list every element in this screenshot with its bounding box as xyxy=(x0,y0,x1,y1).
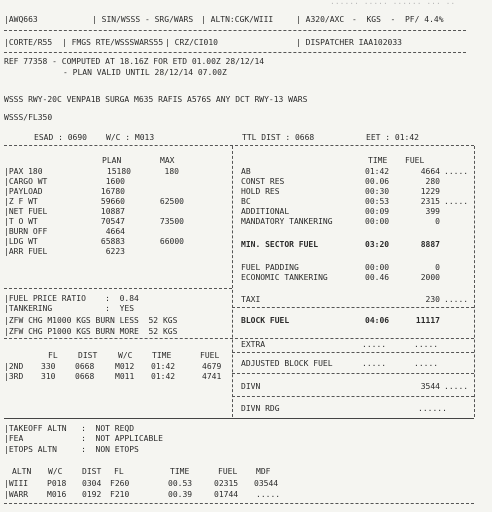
performance-factor: - KGS - PF/ 4.4% xyxy=(352,15,444,24)
fuel-header: FUEL xyxy=(405,156,425,165)
altn-header: MDF xyxy=(256,467,271,476)
fuel-value: 2315 xyxy=(420,197,440,206)
altn-fl: F210 xyxy=(110,490,130,499)
weight-label: |PAX 180 xyxy=(4,167,43,176)
fuel-time: 00.06 xyxy=(365,177,390,186)
dispatcher: | DISPATCHER IAA102033 xyxy=(296,38,402,47)
fuel-label: CONST RES xyxy=(241,177,285,186)
divn-label: DIVN xyxy=(241,382,261,391)
esad: ESAD : 0690 xyxy=(34,133,87,142)
flight-level: WSSS/FL350 xyxy=(4,113,53,122)
fuel-value: 1229 xyxy=(420,187,440,196)
altn-header: W/C xyxy=(48,467,63,476)
levels-header-wc: W/C xyxy=(118,351,133,360)
altn-time: 00.39 xyxy=(168,490,193,499)
flight-number: |AWQ663 xyxy=(4,15,38,24)
min-sector-fuel-value: 8887 xyxy=(420,240,440,249)
plan-valid-line: - PLAN VALID UNTIL 28/12/14 07.00Z xyxy=(63,68,227,77)
weight-plan: 59660 xyxy=(100,197,125,206)
weight-plan: 1600 xyxy=(105,177,125,186)
divider xyxy=(232,373,474,374)
altn-fuel: 02315 xyxy=(214,479,239,488)
fuel-padding-value: 0 xyxy=(435,263,440,272)
levels-row-label: |2ND xyxy=(4,362,24,371)
wind-component: W/C : M013 xyxy=(106,133,155,142)
levels-row-dist: 0668 xyxy=(75,372,95,381)
fuel-dots: ..... xyxy=(444,167,469,176)
zfw-change-more: |ZFW CHG P1000 KGS BURN MORE 52 KGS xyxy=(4,327,178,336)
fuel-label: ADDITIONAL xyxy=(241,207,290,216)
fuel-label: HOLD RES xyxy=(241,187,280,196)
zfw-change-less: |ZFW CHG M1000 KGS BURN LESS 52 KGS xyxy=(4,316,178,325)
extra-dots: ..... xyxy=(414,340,439,349)
block-fuel-value: 11117 xyxy=(415,316,440,325)
aircraft-type: | A320/AXC xyxy=(296,15,345,24)
weight-plan: 70547 xyxy=(100,217,125,226)
weight-label: |NET FUEL xyxy=(4,207,48,216)
fuel-time: 00:30 xyxy=(365,187,390,196)
adjusted-dots: ..... xyxy=(362,359,387,368)
fmgs-route: | FMGS RTE/WSSSWARS55 xyxy=(62,38,164,47)
economic-tankering-time: 00.46 xyxy=(365,273,390,282)
levels-row-wc: M011 xyxy=(115,372,135,381)
fuel-padding-label: FUEL PADDING xyxy=(241,263,299,272)
fuel-value: 4664 xyxy=(420,167,440,176)
divider xyxy=(4,338,474,339)
block-fuel-time: 04:06 xyxy=(365,316,390,325)
divn-rdg-dots: ...... xyxy=(418,404,447,413)
weight-plan: 10887 xyxy=(100,207,125,216)
fuel-time: 01:42 xyxy=(365,167,390,176)
fuel-value: 0 xyxy=(435,217,440,226)
levels-row-fl: 310 xyxy=(41,372,56,381)
levels-row-label: |3RD xyxy=(4,372,24,381)
alternate-header: | ALTN:CGK/WIII xyxy=(201,15,274,24)
weight-label: |ARR FUEL xyxy=(4,247,48,256)
levels-header-dist: DIST xyxy=(78,351,98,360)
weight-label: |BURN OFF xyxy=(4,227,48,236)
fuel-dots: ..... xyxy=(444,197,469,206)
taxi-label: TAXI xyxy=(241,295,261,304)
bottom-border xyxy=(4,503,474,504)
eet: EET : 01:42 xyxy=(366,133,419,142)
weight-plan: 15180 xyxy=(106,167,131,176)
economic-tankering-value: 2000 xyxy=(420,273,440,282)
altn-fuel: 01744 xyxy=(214,490,239,499)
weight-max: 66000 xyxy=(159,237,184,246)
weight-label: |LDG WT xyxy=(4,237,38,246)
max-header: MAX xyxy=(160,156,175,165)
altn-dist: 0192 xyxy=(82,490,102,499)
cruise-index: | CRZ/CI010 xyxy=(165,38,218,47)
tankering: |TANKERING : YES xyxy=(4,304,135,313)
corte: |CORTE/R55 xyxy=(4,38,53,47)
fuel-label: MANDATORY TANKERING xyxy=(241,217,333,226)
fuel-value: 399 xyxy=(425,207,440,216)
weight-plan: 16780 xyxy=(100,187,125,196)
fuel-label: AB xyxy=(241,167,251,176)
plan-header: PLAN xyxy=(102,156,122,165)
route-pair: | SIN/WSSS - SRG/WARS xyxy=(92,15,194,24)
taxi-dots: ..... xyxy=(444,295,469,304)
altn-code: |WARR xyxy=(4,490,29,499)
total-distance: TTL DIST : 0668 xyxy=(242,133,315,142)
weight-label: |T O WT xyxy=(4,217,38,226)
route-string: WSSS RWY-20C VENPA1B SURGA M635 RAFIS A576S ANY DCT RWY-13 WARS xyxy=(4,95,308,104)
levels-header-time: TIME xyxy=(152,351,172,360)
section-separator xyxy=(4,418,474,419)
altn-header: DIST xyxy=(82,467,102,476)
economic-tankering-label: ECONOMIC TANKERING xyxy=(241,273,328,282)
levels-row-time: 01:42 xyxy=(151,362,176,371)
altn-wc: M016 xyxy=(47,490,67,499)
divn-value: 3544 xyxy=(420,382,440,391)
min-sector-fuel-label: MIN. SECTOR FUEL xyxy=(241,240,319,249)
altn-header: TIME xyxy=(170,467,190,476)
fuel-label: BC xyxy=(241,197,251,206)
ref-line: REF 77358 - COMPUTED AT 18.16Z FOR ETD 01.00Z 28/12/14 xyxy=(4,57,265,66)
weight-max: 73500 xyxy=(159,217,184,226)
altn-header: ALTN xyxy=(12,467,32,476)
divider xyxy=(4,30,466,31)
divider xyxy=(232,307,474,308)
weight-max: 62500 xyxy=(159,197,184,206)
levels-row-fl: 330 xyxy=(41,362,56,371)
weight-plan: 6223 xyxy=(105,247,125,256)
divider xyxy=(4,52,466,53)
weight-label: |Z F WT xyxy=(4,197,38,206)
table-top-border xyxy=(4,145,474,146)
divn-rdg-label: DIVN RDG xyxy=(241,404,280,413)
weight-plan: 65883 xyxy=(100,237,125,246)
faint-top-text: ...... ..... ...... ... .. xyxy=(330,0,456,6)
weight-max: 180 xyxy=(164,167,179,176)
altn-header: FL xyxy=(114,467,124,476)
altn-code: |WIII xyxy=(4,479,29,488)
fuel-value: 280 xyxy=(425,177,440,186)
adjusted-dots: ..... xyxy=(414,359,439,368)
altn-wc: P018 xyxy=(47,479,67,488)
column-separator xyxy=(232,146,233,417)
fuel-time: 00:53 xyxy=(365,197,390,206)
etops-alternate: |ETOPS ALTN : NON ETOPS xyxy=(4,445,139,454)
fuel-time: 00:09 xyxy=(365,207,390,216)
altn-mdf: 03544 xyxy=(254,479,279,488)
min-sector-fuel-time: 03:20 xyxy=(365,240,390,249)
fuel-padding-time: 00:00 xyxy=(365,263,390,272)
weight-label: |CARGO WT xyxy=(4,177,48,186)
block-fuel-label: BLOCK FUEL xyxy=(241,316,290,325)
levels-row-fuel: 4741 xyxy=(202,372,222,381)
extra-dots: ..... xyxy=(362,340,387,349)
weight-plan: 4664 xyxy=(105,227,125,236)
levels-row-time: 01:42 xyxy=(151,372,176,381)
divn-dots: ..... xyxy=(444,382,469,391)
levels-row-wc: M012 xyxy=(115,362,135,371)
levels-header-fuel: FUEL xyxy=(200,351,220,360)
time-header: TIME xyxy=(368,156,388,165)
fea: |FEA : NOT APPLICABLE xyxy=(4,434,163,443)
divider xyxy=(232,352,474,353)
adjusted-block-fuel-label: ADJUSTED BLOCK FUEL xyxy=(241,359,333,368)
divider xyxy=(232,396,474,397)
takeoff-alternate: |TAKEOFF ALTN : NOT REQD xyxy=(4,424,135,433)
fuel-time: 00:00 xyxy=(365,217,390,226)
extra-label: EXTRA xyxy=(241,340,266,349)
taxi-value: 230 xyxy=(425,295,440,304)
divider xyxy=(4,288,232,289)
weight-label: |PAYLOAD xyxy=(4,187,43,196)
altn-mdf: ..... xyxy=(256,490,281,499)
levels-row-dist: 0668 xyxy=(75,362,95,371)
fuel-price-ratio: |FUEL PRICE RATIO : 0.84 xyxy=(4,294,139,303)
levels-row-fuel: 4679 xyxy=(202,362,222,371)
altn-dist: 0304 xyxy=(82,479,102,488)
table-right-border xyxy=(474,146,475,417)
levels-header-fl: FL xyxy=(48,351,58,360)
altn-fl: F260 xyxy=(110,479,130,488)
altn-time: 00.53 xyxy=(168,479,193,488)
altn-header: FUEL xyxy=(218,467,238,476)
